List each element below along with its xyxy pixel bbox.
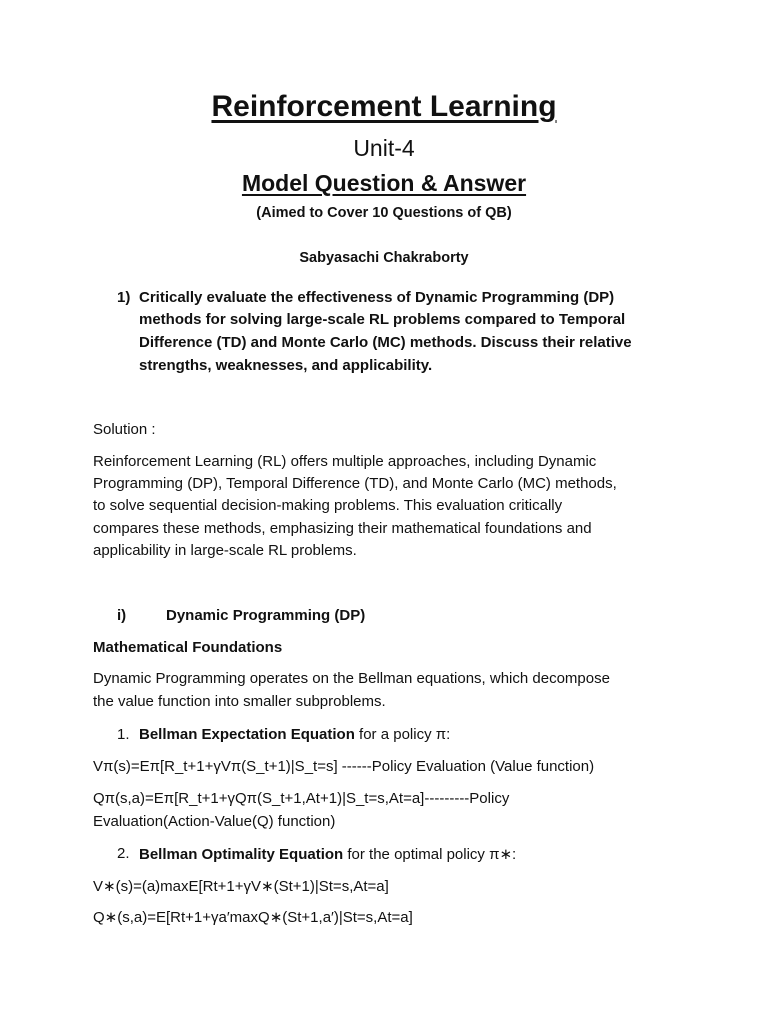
equation-q-pi: Qπ(s,a)=Eπ[R_t+1+γQπ(S_t+1,At+1)|S_t=s,At=a]---------Policy [93,790,510,807]
desc-line: Dynamic Programming operates on the Bellman equations, which decompose [93,670,610,687]
intro-line: compares these methods, emphasizing their mathematical foundations and [93,520,592,537]
list-item [139,845,516,863]
question-line: strengths, weaknesses, and applicability. [139,357,433,374]
question-line: methods for solving large-scale RL problems compared to Temporal [139,311,626,328]
document-title: Reinforcement Learning [211,90,557,123]
desc-line: the value function into smaller subproblems. [93,693,386,710]
list-item-rest: for a policy π: [354,726,451,743]
list-item-number: 1. [117,726,130,743]
equation-v-pi: Vπ(s)=Eπ[R_t+1+γVπ(S_t+1)|S_t=s] ------Policy Evaluation (Value function) [93,758,595,775]
list-item-bold: Bellman Optimality Equation [139,846,344,863]
list-item-number: 2. [117,845,130,862]
solution-label: Solution : [93,421,156,438]
equation-v-star: V∗(s)=(a)maxE[Rt+1+γV∗(St+1)|St=s,At=a] [93,878,389,895]
question-line: Critically evaluate the effectiveness of Dynamic Programming (DP) [139,289,615,306]
question-line: Difference (TD) and Monte Carlo (MC) methods. Discuss their relative [139,334,632,351]
intro-line: applicability in large-scale RL problems. [93,542,357,559]
unit-label: Unit-4 [353,135,415,161]
intro-line: Reinforcement Learning (RL) offers multiple approaches, including Dynamic [93,453,597,470]
equation-q-star: Q∗(s,a)=E[Rt+1+γa′maxQ∗(St+1,a′)|St=s,At=a] [93,909,413,926]
list-item [139,726,450,743]
document-subtitle: Model Question & Answer [241,170,527,196]
subheading: Mathematical Foundations [93,639,283,656]
author-name: Sabyasachi Chakraborty [299,250,469,266]
intro-line: Programming (DP), Temporal Difference (TD), and Monte Carlo (MC) methods, [93,475,617,492]
section-title: Dynamic Programming (DP) [166,607,366,624]
aim-note: (Aimed to Cover 10 Questions of QB) [256,205,512,221]
intro-line: to solve sequential decision-making problems. This evaluation critically [93,497,563,514]
equation-q-pi-cont: Evaluation(Action-Value(Q) function) [93,813,336,830]
list-item-bold: Bellman Expectation Equation [139,726,355,743]
question-number: 1) [117,289,131,306]
list-item-rest: for the optimal policy π∗: [343,846,517,863]
section-number: i) [117,607,127,624]
